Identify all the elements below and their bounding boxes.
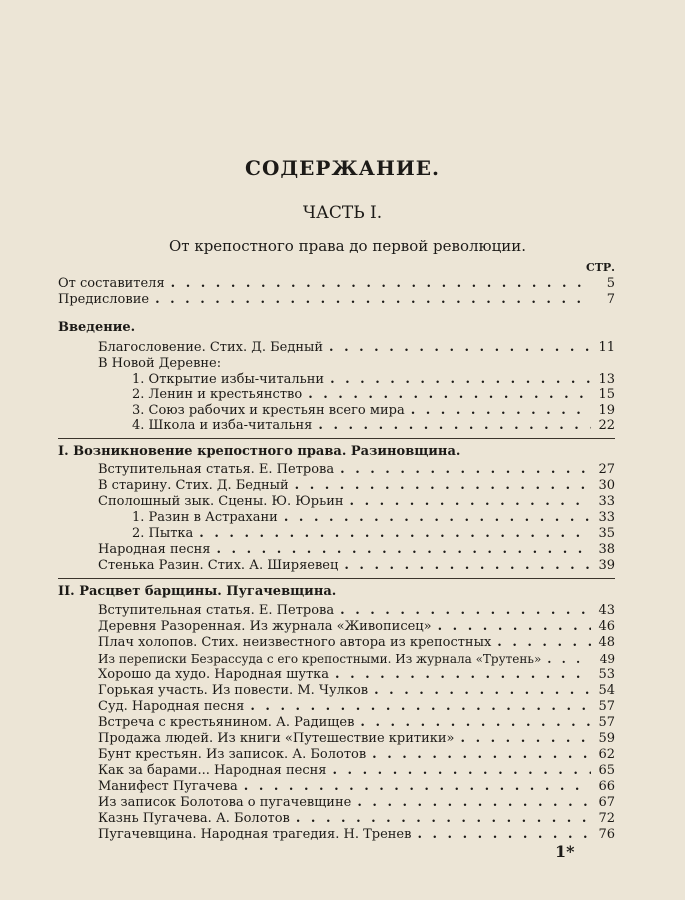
- toc-entry-title: Встреча с крестьянином. А. Радищев: [98, 715, 355, 730]
- toc-entry-title: Продажа людей. Из книги «Путешествие критики»: [98, 731, 455, 746]
- toc-entry-page: 13: [598, 372, 615, 387]
- toc-entry-title: 4. Школа и изба-читальня: [132, 418, 313, 433]
- toc-entry: [98, 667, 615, 683]
- toc-entry-title: Бунт крестьян. Из записок. А. Болотов: [98, 747, 367, 762]
- toc-entry-page: 57: [598, 715, 615, 730]
- toc-entry: [98, 542, 615, 558]
- toc-entry-title: Как за барами... Народная песня: [98, 763, 327, 778]
- toc-entry: [98, 603, 615, 619]
- toc-entry-title: Сполошный зык. Сцены. Ю. Юрьин: [98, 494, 344, 509]
- toc-entry-page: 11: [598, 340, 615, 355]
- page-title: СОДЕРЖАНИЕ.: [245, 156, 440, 180]
- toc-entry: [98, 619, 615, 635]
- toc-entry-title: Из записок Болотова о пугачевщине: [98, 795, 352, 810]
- toc-entry: [98, 558, 615, 574]
- toc-entry-title: От составителя: [58, 276, 165, 291]
- toc-entry-page: 62: [598, 747, 615, 762]
- section-divider: [58, 438, 615, 439]
- toc-entry: [98, 731, 615, 747]
- toc-entry: [98, 462, 615, 478]
- toc-entry: [98, 827, 615, 843]
- toc-entry-page: 33: [598, 494, 615, 509]
- section-divider: [58, 578, 615, 579]
- toc-entry-title: 2. Ленин и крестьянство: [132, 387, 303, 402]
- toc-entry: [98, 763, 615, 779]
- toc-entry-title: 1. Разин в Астрахани: [132, 510, 278, 525]
- toc-entry: [132, 372, 615, 388]
- toc-entry-title: Горькая участь. Из повести. М. Чулков: [98, 683, 369, 698]
- toc-entry-title: Благословение. Стих. Д. Бедный: [98, 340, 324, 355]
- toc-entry-title: Суд. Народная песня: [98, 699, 245, 714]
- part-heading: ЧАСТЬ I.: [302, 203, 383, 223]
- toc-entry-page: 15: [598, 387, 615, 402]
- toc-entry-title: Народная песня: [98, 542, 211, 557]
- toc-entry: [98, 651, 615, 667]
- toc-entry: [132, 387, 615, 403]
- toc-entry: [98, 494, 615, 510]
- toc-entry: [132, 403, 615, 419]
- toc-entry-title: Манифест Пугачева: [98, 779, 238, 794]
- toc-entry: [98, 747, 615, 763]
- toc-entry-title: 1. Открытие избы-читальни: [132, 372, 325, 387]
- toc-entry: [98, 635, 615, 651]
- toc-entry-title: В старину. Стих. Д. Бедный: [98, 478, 289, 493]
- toc-entry-title: Пугачевщина. Народная трагедия. Н. Тренев: [98, 827, 412, 842]
- toc-entry: [98, 340, 615, 356]
- toc-entry: [58, 276, 615, 292]
- toc-entry: [98, 683, 615, 699]
- toc-entry-page: 54: [598, 683, 615, 698]
- part-subtitle: От крепостного права до первой революции.: [168, 237, 527, 255]
- toc-entry: [98, 699, 615, 715]
- toc-entry-page: 72: [598, 811, 615, 826]
- toc-entry-title: Вступительная статья. Е. Петрова: [98, 462, 335, 477]
- toc-entry-page: 19: [598, 403, 615, 418]
- page-column-label: СТР.: [585, 261, 615, 274]
- toc-entry-page: 33: [598, 510, 615, 525]
- toc-entry-title: Стенька Разин. Стих. А. Ширяевец: [98, 558, 339, 573]
- toc-entry-title: Плач холопов. Стих. неизвестного автора из крепостных: [98, 635, 492, 650]
- toc-entry-page: 67: [598, 795, 615, 810]
- toc-entry: [98, 795, 615, 811]
- toc-entry-title: 3. Союз рабочих и крестьян всего мира: [132, 403, 405, 418]
- toc-entry-title: Предисловие: [58, 292, 150, 307]
- toc-entry: [58, 292, 615, 308]
- toc-entry-page: 7: [606, 292, 615, 307]
- intro-subheading: В Новой Деревне:: [98, 356, 222, 371]
- toc-entry-page: 49: [599, 652, 615, 666]
- toc-entry-page: 76: [598, 827, 615, 842]
- intro-heading: Введение.: [58, 320, 136, 335]
- toc-entry-title: Деревня Разоренная. Из журнала «Живописец»: [98, 619, 432, 634]
- section-heading: I. Возникновение крепостного права. Разиновщина.: [58, 444, 461, 459]
- section-heading: II. Расцвет барщины. Пугачевщина.: [58, 584, 337, 599]
- toc-entry-page: 59: [598, 731, 615, 746]
- toc-entry: [132, 510, 615, 526]
- toc-entry-page: 22: [598, 418, 615, 433]
- toc-entry: [132, 418, 615, 434]
- toc-entry: [98, 715, 615, 731]
- toc-entry-title: Вступительная статья. Е. Петрова: [98, 603, 335, 618]
- toc-entry-title: Казнь Пугачева. А. Болотов: [98, 811, 290, 826]
- signature-mark: 1*: [555, 842, 575, 861]
- toc-entry-page: 53: [598, 667, 615, 682]
- toc-entry: [98, 478, 615, 494]
- toc-entry: [98, 779, 615, 795]
- toc-entry-page: 66: [598, 779, 615, 794]
- toc-entry-title: Хорошо да худо. Народная шутка: [98, 667, 330, 682]
- toc-entry-page: 35: [598, 526, 615, 541]
- toc-entry-page: 27: [598, 462, 615, 477]
- toc-entry-title: 2. Пытка: [132, 526, 194, 541]
- toc-entry-page: 65: [598, 763, 615, 778]
- toc-entry-page: 48: [598, 635, 615, 650]
- toc-entry-page: 43: [598, 603, 615, 618]
- toc-entry: [132, 526, 615, 542]
- toc-entry: [98, 811, 615, 827]
- toc-entry-page: 38: [598, 542, 615, 557]
- toc-entry-page: 57: [598, 699, 615, 714]
- toc-entry-page: 46: [598, 619, 615, 634]
- toc-entry-title: Из переписки Безрассуда с его крепостными. Из журнала «Трутень»: [98, 652, 542, 666]
- toc-entry-page: 39: [598, 558, 615, 573]
- toc-entry-page: 5: [606, 276, 615, 291]
- toc-entry-page: 30: [598, 478, 615, 493]
